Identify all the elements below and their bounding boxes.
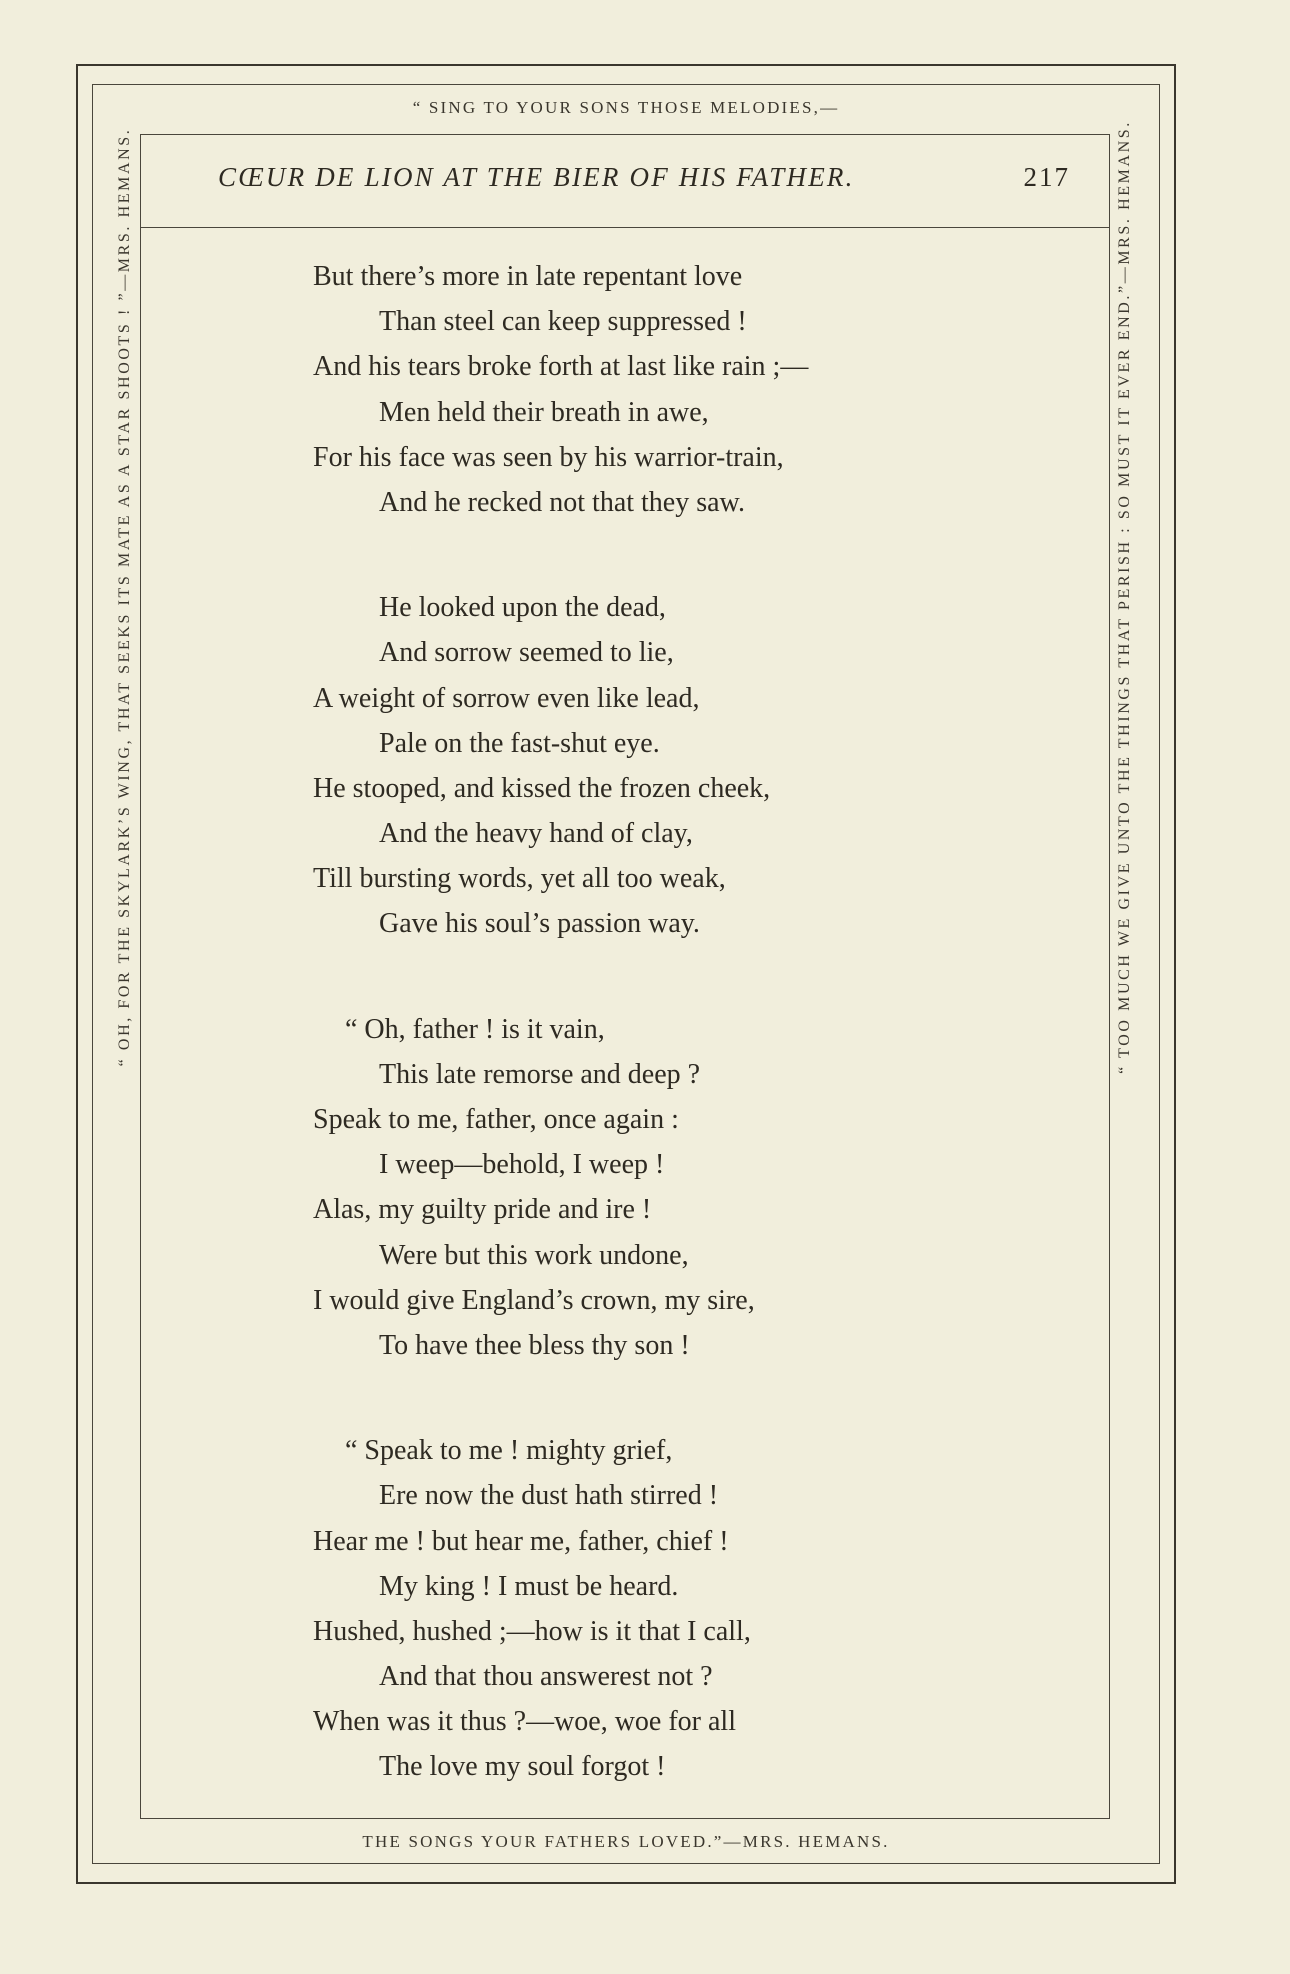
stanza-4 [313, 1428, 1073, 1790]
poem-line: “ Speak to me ! mighty grief, [345, 1435, 673, 1467]
poem-line: This late remorse and deep ? [379, 1058, 701, 1090]
poem-line: I weep—behold, I weep ! [379, 1149, 665, 1181]
poem-line: And that thou answerest not ? [379, 1661, 713, 1693]
poem-line: Gave his soul’s passion way. [379, 908, 700, 940]
poem-line: And his tears broke forth at last like rain ;— [313, 351, 809, 383]
header-rule [140, 227, 1110, 228]
poem-line: Till bursting words, yet all too weak, [313, 863, 726, 895]
poem-line: My king ! I must be heard. [379, 1570, 679, 1602]
border-quote-left: “ OH, FOR THE SKYLARK’S WING, THAT SEEKS ITS MATE AS A STAR SHOOTS ! ”—MRS. HEMANS. [116, 127, 133, 1067]
poem-line: A weight of sorrow even like lead, [313, 682, 700, 714]
stanza-break [313, 947, 1073, 1007]
poem-line: Ere now the dust hath stirred ! [379, 1480, 719, 1512]
running-head [140, 160, 1110, 200]
poem-body [313, 254, 1073, 1790]
stanza-2 [313, 585, 1073, 947]
border-quote-right: “ TOO MUCH WE GIVE UNTO THE THINGS THAT PERISH : SO MUST IT EVER END.”—MRS. HEMANS. [1116, 120, 1133, 1074]
poem-line: And sorrow seemed to lie, [379, 637, 674, 669]
poem-line: Alas, my guilty pride and ire ! [313, 1194, 652, 1226]
poem-line: The love my soul forgot ! [379, 1751, 666, 1783]
running-title: CŒUR DE LION AT THE BIER OF HIS FATHER. [218, 162, 855, 192]
poem-line: Hear me ! but hear me, father, chief ! [313, 1525, 729, 1557]
poem-line: Hushed, hushed ;—how is it that I call, [313, 1615, 751, 1647]
poem-line: He looked upon the dead, [379, 592, 666, 624]
poem-line: Men held their breath in awe, [379, 396, 709, 428]
poem-line: Were but this work undone, [379, 1239, 689, 1271]
poem-line: And the heavy hand of clay, [379, 818, 693, 850]
poem-line: He stooped, and kissed the frozen cheek, [313, 772, 771, 804]
poem-line: Than steel can keep suppressed ! [379, 306, 747, 338]
poem-line: “ Oh, father ! is it vain, [345, 1013, 605, 1045]
border-quote-bottom: THE SONGS YOUR FATHERS LOVED.”—MRS. HEMANS. [362, 1832, 890, 1851]
stanza-break [313, 1368, 1073, 1428]
border-quote-top: “ SING TO YOUR SONS THOSE MELODIES,— [412, 98, 840, 117]
poem-line: For his face was seen by his warrior-train, [313, 441, 784, 473]
poem-line: But there’s more in late repentant love [313, 261, 743, 292]
page-number: 217 [1023, 162, 1070, 192]
poem-line: I would give England’s crown, my sire, [313, 1284, 755, 1316]
stanza-1 [313, 254, 1073, 525]
stanza-break [313, 525, 1073, 585]
poem-line: Speak to me, father, once again : [313, 1104, 679, 1135]
stanza-3 [313, 1007, 1073, 1369]
poem-line: When was it thus ?—woe, woe for all [313, 1706, 736, 1738]
poem-line: To have thee bless thy son ! [379, 1329, 690, 1361]
poem-line: Pale on the fast-shut eye. [379, 727, 660, 759]
poem-line: And he recked not that they saw. [379, 486, 745, 518]
